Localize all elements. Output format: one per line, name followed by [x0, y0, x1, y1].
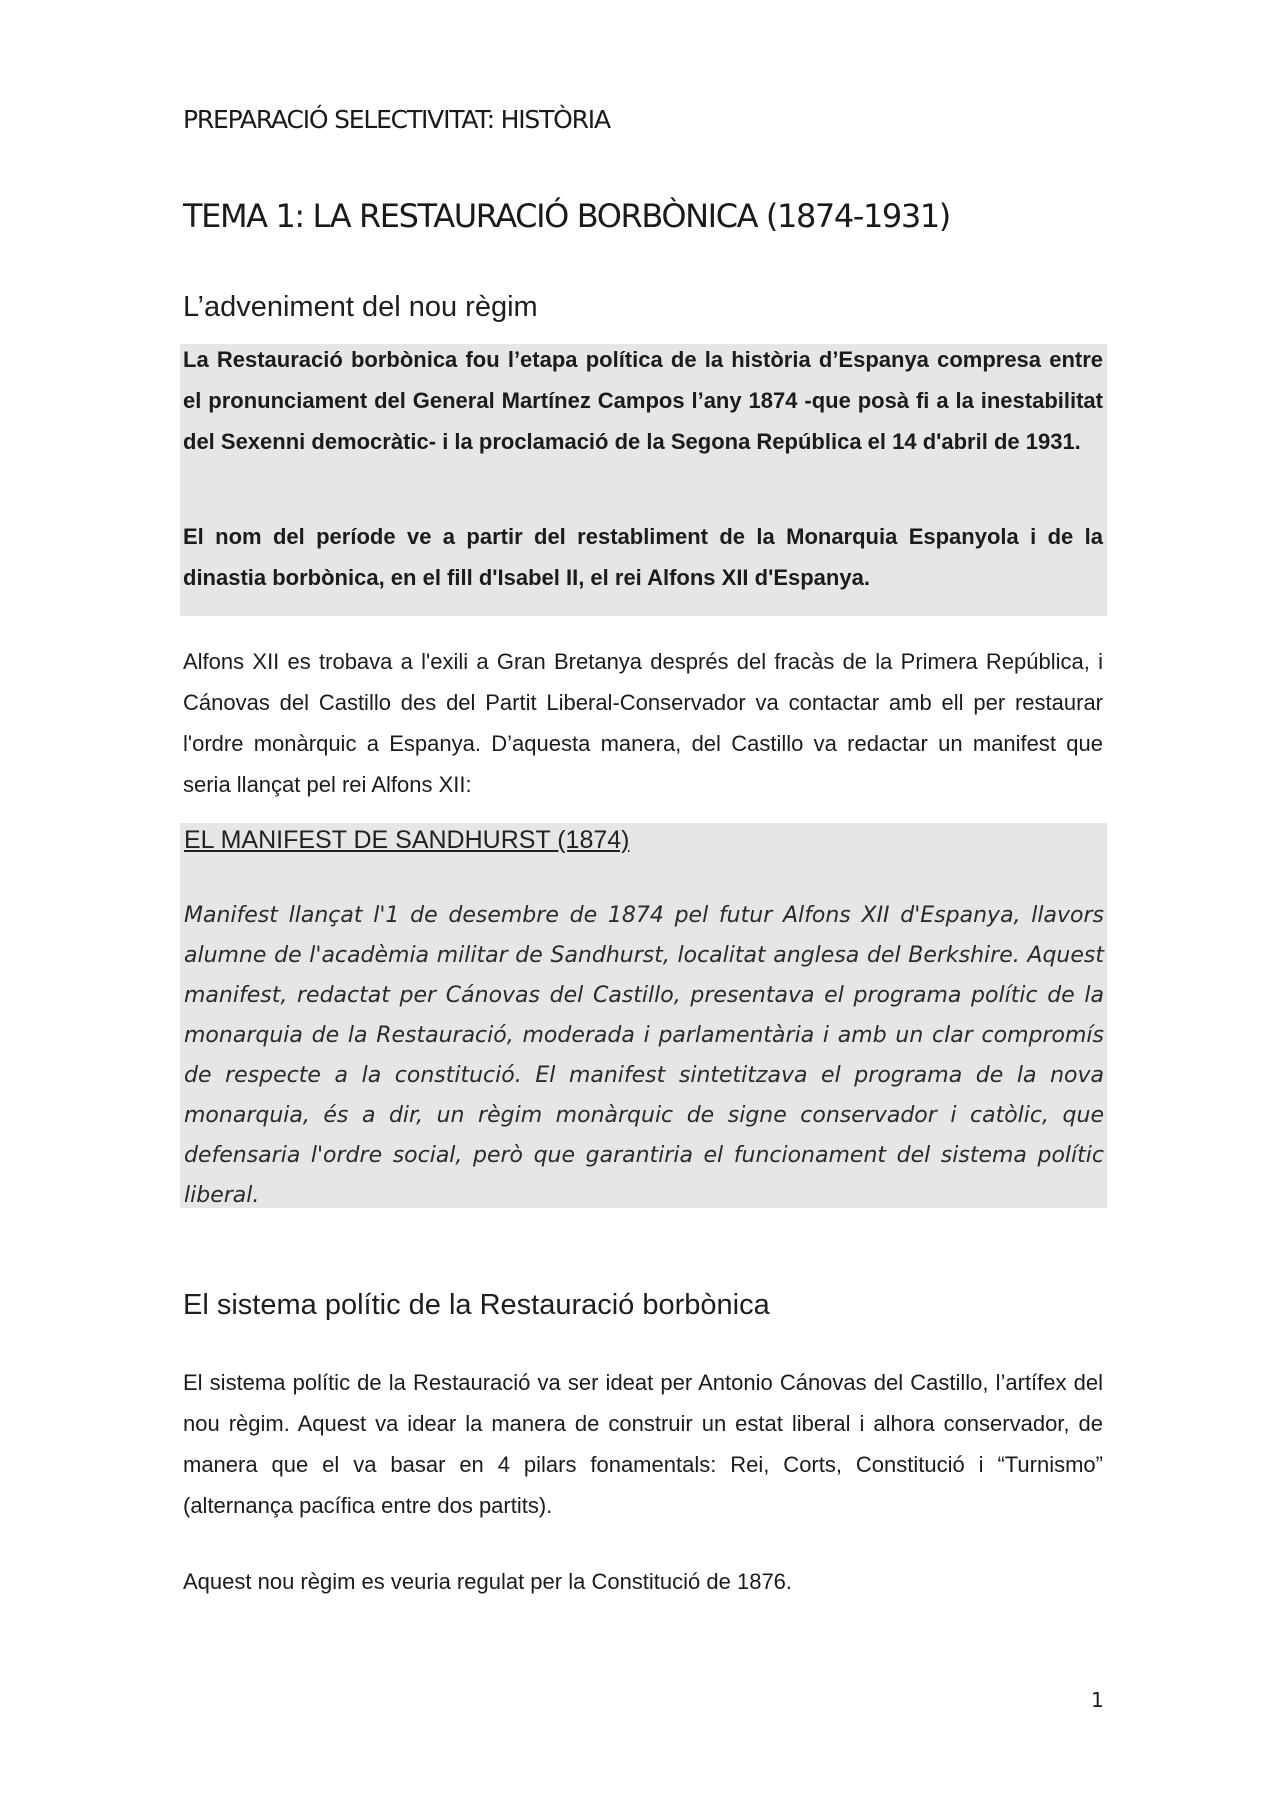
section-heading-adveniment: L’adveniment del nou règim [183, 291, 538, 323]
intro-bold-paragraph-2: El nom del període ve a partir del restabliment de la Monarquia Espanyola i de la dinastia borbònica, en el fill d'Isabel II, el rei Alfons XII d'Espanya. [183, 524, 1103, 590]
section-heading-sistema-politic: El sistema polític de la Restauració borbònica [183, 1289, 770, 1321]
constitucio-paragraph: Aquest nou règim es veuria regulat per la Constitució de 1876. [183, 1569, 793, 1594]
document-title: TEMA 1: LA RESTAURACIÓ BORBÒNICA (1874-1931) [183, 197, 950, 235]
manifest-title: EL MANIFEST DE SANDHURST (1874) [184, 826, 630, 854]
sistema-politic-paragraph: El sistema polític de la Restauració va ser ideat per Antonio Cánovas del Castillo, l’artífex del nou règim. Aquest va idear la manera de construir un estat liberal i alhora conservador, de manera que el va basar en 4 pilars fonamentals: Rei, Corts, Constitució i “Turnismo” (alternança pacífica entre dos partits). [183, 1370, 1103, 1518]
document-header: PREPARACIÓ SELECTIVITAT: HISTÒRIA [183, 105, 610, 134]
alfons-exile-paragraph: Alfons XII es trobava a l'exili a Gran Bretanya després del fracàs de la Primera República, i Cánovas del Castillo des del Partit Liberal-Conservador va contactar amb ell per restaurar l'ordre monàrquic a Espanya. D’aquesta manera, del Castillo va redactar un manifest que seria llançat pel rei Alfons XII: [183, 649, 1103, 797]
page-number: 1 [1091, 1688, 1104, 1712]
intro-bold-paragraph-1: La Restauració borbònica fou l’etapa política de la història d’Espanya compresa entre el pronunciament del General Martínez Campos l’any 1874 -que posà fi a la inestabilitat del Sexenni democràtic- i la proclamació de la Segona República el 14 d'abril de 1931. [183, 347, 1103, 454]
manifest-description: Manifest llançat l'1 de desembre de 1874 pel futur Alfons XII d'Espanya, llavors alumne de l'acadèmia militar de Sandhurst, localitat anglesa del Berkshire. Aquest manifest, redactat per Cánovas del Castillo, presentava el programa polític de la monarquia de la Restauració, moderada i parlamentària i amb un clar compromís de respecte a la constitució. El manifest sintetitzava el programa de la nova monarquia, és a dir, un règim monàrquic de signe conservador i catòlic, que defensaria l'ordre social, però que garantiria el funcionament del sistema polític liberal. [184, 903, 1104, 1208]
